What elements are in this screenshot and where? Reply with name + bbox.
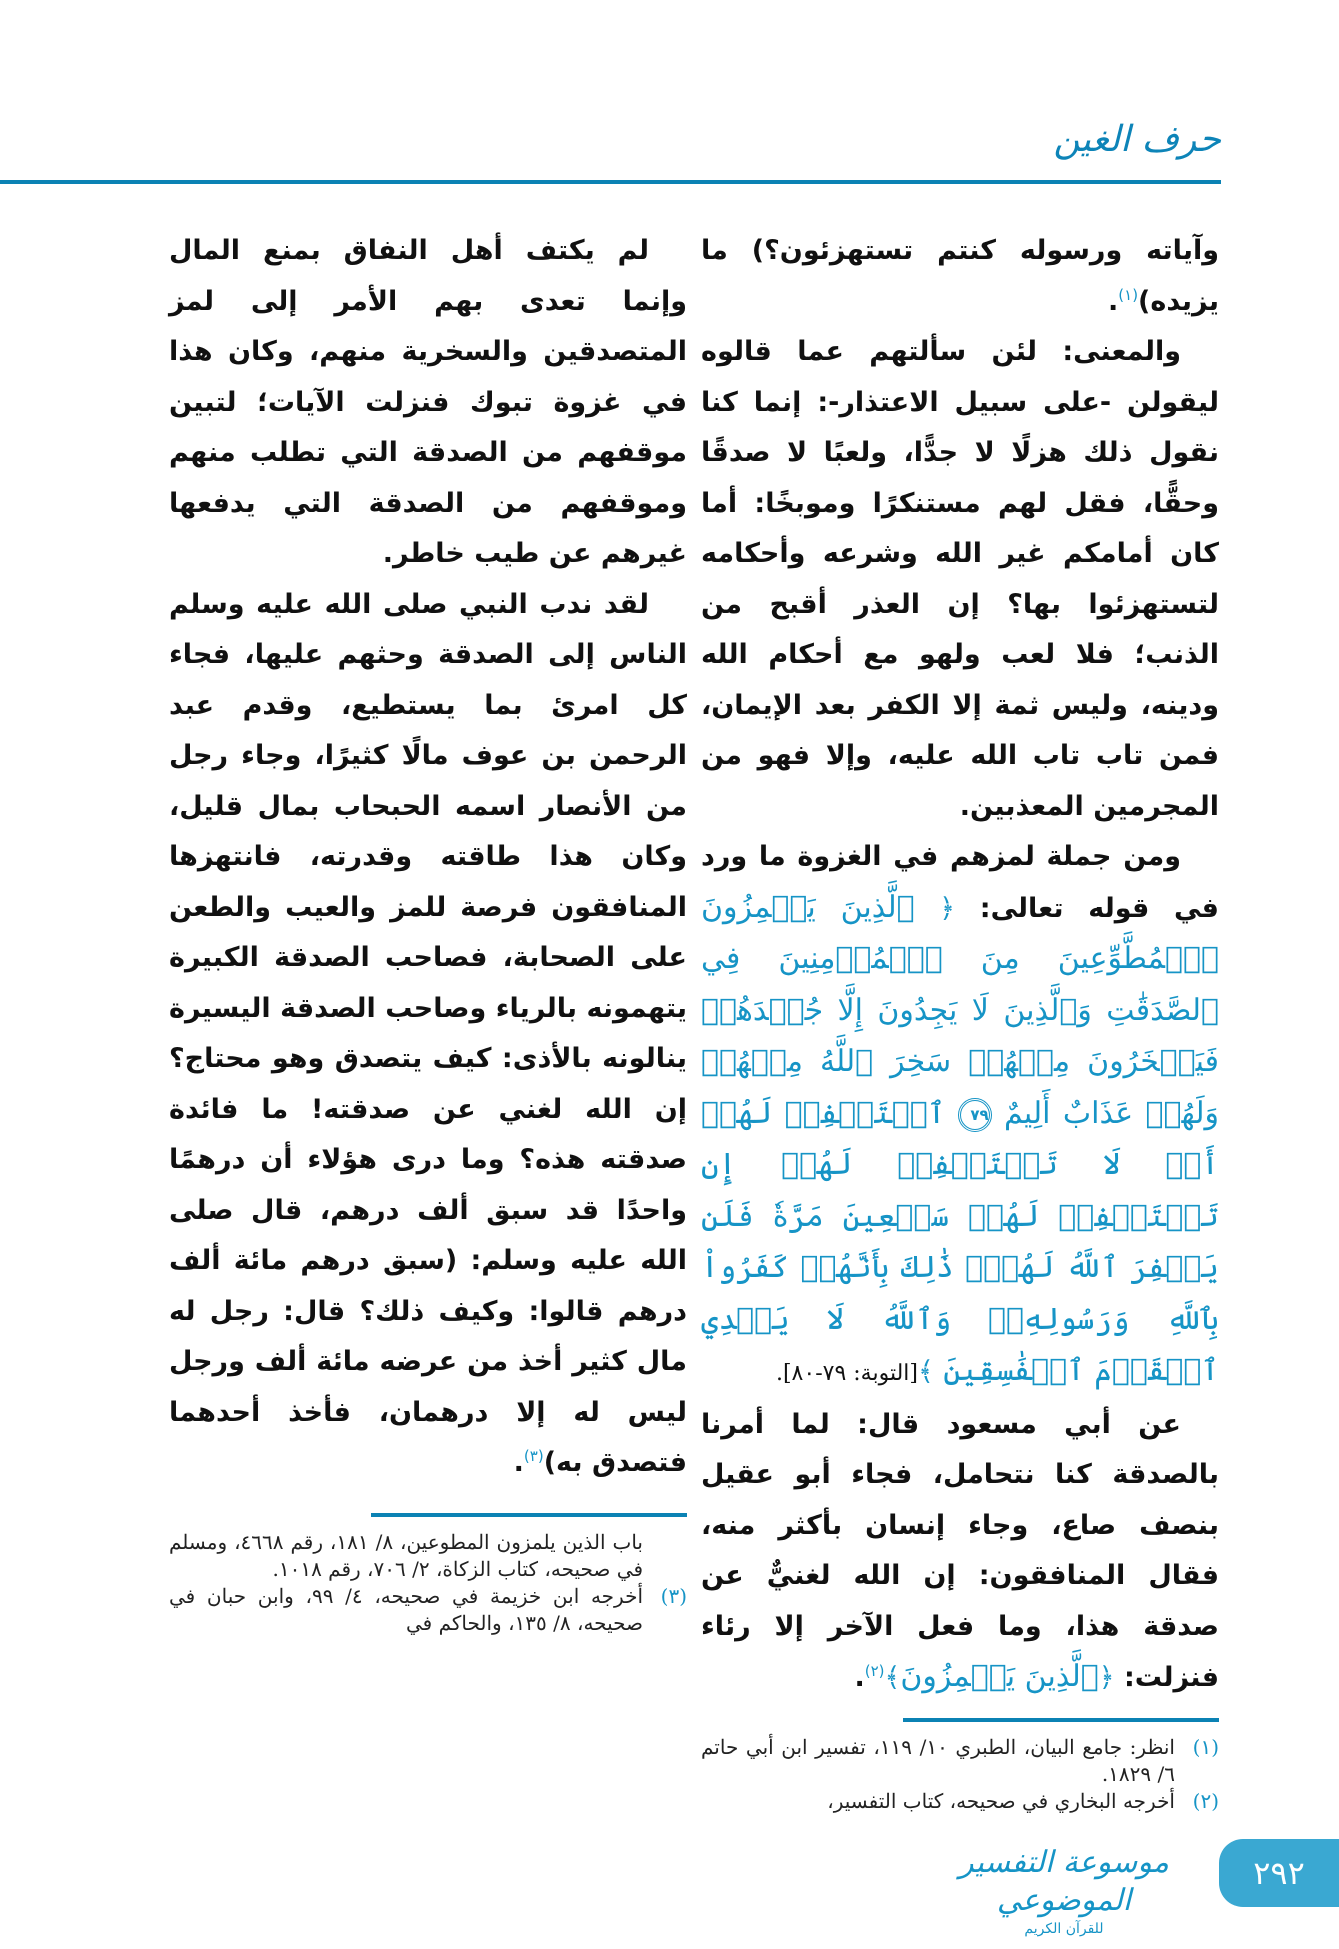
- paragraph-text: وآياته ورسوله كنتم تستهزئون؟) ما يزيده): [701, 235, 1219, 317]
- quran-open-bracket-icon: ﴿: [939, 892, 956, 924]
- footnote-text: انظر: جامع البيان، الطبري ١٠/ ١١٩، تفسير ابن أبي حاتم ٦/ ١٨٢٩.: [701, 1734, 1175, 1786]
- paragraph-with-verse: [701, 832, 1219, 1400]
- quran-verse: ٱلَّذِينَ يَلۡمِزُونَ ٱلۡمُطَّوِّعِينَ مِنَ ٱلۡمُؤۡمِنِينَ فِي ٱلصَّدَقَٰتِ وَٱلَّذِينَ لَا يَجِدُونَ إِلَّا جُهۡدَهُمۡ فَيَسۡخَرُونَ مِنۡهُمۡ سَخِرَ ٱللَّهُ مِنۡهُمۡ وَلَهُمۡ عَذَابٌ أَلِيمٌ: [701, 889, 1219, 1131]
- footnote-text: أخرجه ابن خزيمة في صحيحه، ٤/ ٩٩، وابن حبان في صحيحه، ٨/ ١٣٥، والحاكم في: [169, 1583, 643, 1635]
- footnotes-left: [169, 1529, 687, 1637]
- footnote-ref[interactable]: (٢): [864, 1662, 885, 1680]
- footnotes-right: [701, 1734, 1219, 1815]
- series-logo: [959, 1844, 1169, 1938]
- ayah-number-marker: ٧٩: [958, 1098, 992, 1132]
- footnote-ref[interactable]: (٣): [523, 1447, 544, 1465]
- page-number: ٢٩٢: [1219, 1839, 1339, 1907]
- quran-close-bracket-icon: ﴾: [918, 1356, 934, 1387]
- header-rule: [0, 180, 1221, 184]
- paragraph: [701, 1400, 1219, 1704]
- footnote: [701, 1734, 1219, 1788]
- quran-verse: ٱلَّذِينَ يَلۡمِزُونَ: [900, 1659, 1099, 1694]
- punctuation: .: [854, 1662, 865, 1693]
- paragraph: لم يكتف أهل النفاق بمنع المال وإنما تعدى بهم الأمر إلى لمز المتصدقين والسخرية منهم، وكان هذا في غزوة تبوك فنزلت الآيات؛ لتبين موقفهم من الصدقة التي تطلب منهم وموقفهم من الصدقة التي يدفعها غيرهم عن طيب خاطر.: [169, 235, 687, 569]
- footnote-text: أخرجه البخاري في صحيحه، كتاب التفسير،: [827, 1788, 1175, 1813]
- paragraph: [169, 580, 687, 1489]
- logo-subtitle: للقرآن الكريم: [1024, 1920, 1104, 1937]
- body-columns: [0, 200, 1339, 1815]
- right-column-stack: [701, 226, 1219, 1815]
- paragraph-text: لقد ندب النبي صلى الله عليه وسلم الناس إلى الصدقة وحثهم عليها، فجاء كل امرئ بما يستطيع، وقدم عبد الرحمن بن عوف مالًا كثيرًا، وجاء رجل من الأنصار اسمه الحبحاب بمال قليل، وكان هذا طاقته وقدرته، فانتهزها المنافقون فرصة للمز والعيب والطعن على الصحابة، فصاحب الصدقة الكبيرة يتهمونه بالرياء وصاحب الصدقة اليسيرة ينالونه بالأذى: كيف يتصدق وهو محتاج؟ إن الله لغني عن صدقته! ما فائدة صدقته هذه؟ وما درى هؤلاء أن درهمًا واحدًا قد سبق ألف درهم، قال صلى الله عليه وسلم: (سبق درهم مائة ألف درهم قالوا: وكيف ذلك؟ قال: رجل له مال كثير أخذ من عرضه مائة ألف ورجل ليس له إلا درهمان، فأخذ أحدهما فتصدق به): [169, 588, 687, 1478]
- footnote-number: (١): [1192, 1734, 1219, 1759]
- paragraph: والمعنى: لئن سألتهم عما قالوه ليقولن -على سبيل الاعتذار-: إنما كنا نقول ذلك هزلًا لا جدًّا، ولعبًا لا صدقًا وحقًّا، فقل لهم مستنكرًا وموبخًا: أما كان أمامكم غير الله وشرعه وأحكامه لتستهزئوا بها؟ إن العذر أقبح من الذنب؛ فلا لعب ولهو مع أحكام الله ودينه، وليس ثمة إلا الكفر بعد الإيمان، فمن تاب تاب الله عليه، وإلا فهو من المجرمين المعذبين.: [701, 336, 1219, 822]
- quran-open-bracket-icon: ﴿: [1098, 1662, 1115, 1693]
- verse-reference: [التوبة: ٧٩-٨٠].: [775, 1361, 918, 1386]
- footnote-continuation: باب الذين يلمزون المطوعين، ٨/ ١٨١، رقم ٤٦٦٨، ومسلم في صحيحه، كتاب الزكاة، ٢/ ٧٠٦، رقم ١٠١٨.: [169, 1529, 643, 1581]
- footnote: [169, 1583, 687, 1637]
- verse-intro: ومن جملة لمزهم في الغزوة ما ورد في قوله تعالى:: [701, 841, 1219, 924]
- paragraph-text: عن أبي مسعود قال: لما أمرنا بالصدقة كنا نتحامل، فجاء أبو عقيل بنصف صاع، وجاء إنسان بأكثر منه، فقال المنافقون: إن الله لغنيٌّ عن صدقة هذا، وما فعل الآخر إلا رئاء فنزلت:: [701, 1408, 1219, 1693]
- footnote-separator: [371, 1513, 687, 1517]
- paragraph: [701, 226, 1219, 327]
- page-header: [0, 0, 1339, 200]
- footnote: [701, 1788, 1219, 1815]
- right-column: [701, 226, 1219, 1704]
- chapter-title: حرف الغين: [1053, 119, 1221, 160]
- punctuation: .: [1108, 285, 1119, 317]
- footnote-separator: [903, 1718, 1219, 1722]
- footnote-number: (٣): [660, 1583, 687, 1608]
- logo-title: موسوعة التفسير الموضوعي: [959, 1844, 1169, 1918]
- left-column: [169, 226, 687, 1489]
- left-column-stack: [169, 226, 687, 1637]
- footnote-ref[interactable]: (١): [1118, 285, 1139, 304]
- punctuation: .: [513, 1447, 524, 1478]
- quran-close-bracket-icon: ﴾: [884, 1662, 901, 1693]
- page-footer: [0, 1839, 1339, 1949]
- footnote-number: (٢): [1192, 1788, 1219, 1813]
- quran-verse: ٱسۡتَغۡفِرۡ لَهُمۡ أَوۡ لَا تَسۡتَغۡفِرۡ لَهُمۡ إِن تَسۡتَغۡفِرۡ لَهُمۡ سَبۡعِينَ مَرَّةٗ فَلَن يَغۡفِرَ ٱللَّهُ لَهُمۡۚ ذَٰلِكَ بِأَنَّهُمۡ كَفَرُواْ بِٱللَّهِ وَرَسُولِهِۦۗ وَٱللَّهُ لَا يَهۡدِي ٱلۡقَوۡمَ ٱلۡفَٰسِقِينَ: [701, 1095, 1219, 1388]
